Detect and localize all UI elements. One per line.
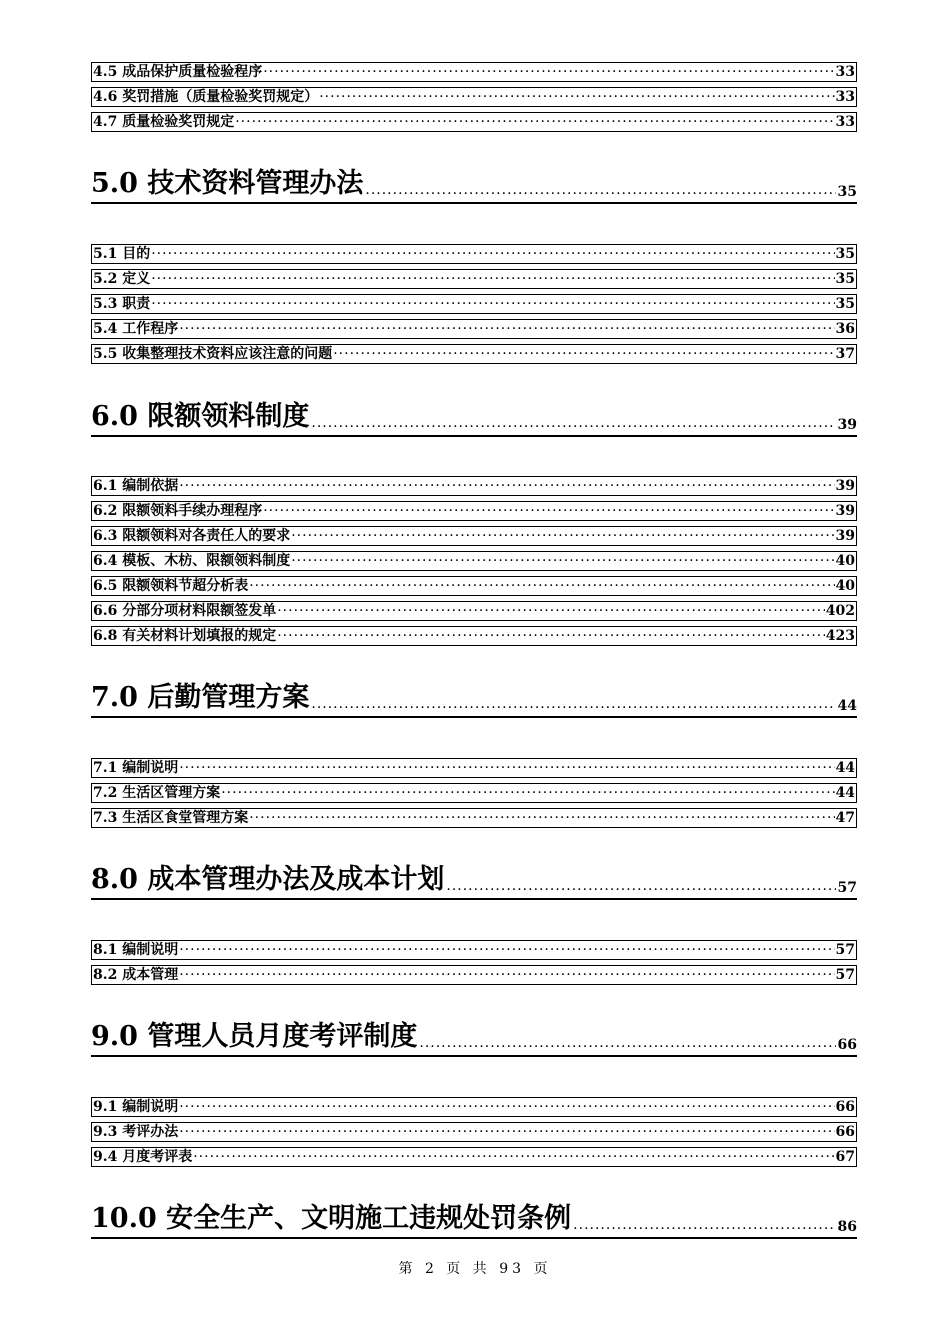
toc-entry-page: 423 — [825, 628, 855, 644]
section-page: 57 — [837, 880, 857, 896]
toc-entry[interactable] — [91, 783, 857, 803]
leader-dots — [446, 878, 835, 898]
leader-dots — [419, 1035, 835, 1055]
section-title: 10.0 安全生产、文明施工违规处罚条例 — [91, 1203, 572, 1234]
toc-entry-label: 5.4 工作程序 — [93, 321, 179, 337]
toc-entry-page: 57 — [835, 942, 855, 958]
toc-entry-label: 7.1 编制说明 — [93, 760, 179, 776]
toc-entry-page: 35 — [835, 246, 855, 262]
toc-entry-label: 8.2 成本管理 — [93, 967, 179, 983]
toc-section-heading[interactable] — [91, 858, 857, 900]
leader-dots — [365, 182, 835, 202]
toc-entry[interactable] — [91, 244, 857, 264]
toc-entry[interactable] — [91, 344, 857, 364]
toc-entry-page: 39 — [835, 478, 855, 494]
toc-section-heading[interactable] — [91, 1015, 857, 1057]
section-page: 66 — [837, 1037, 857, 1053]
section-page: 35 — [837, 184, 857, 200]
leader-dots — [179, 477, 834, 495]
leader-dots — [193, 1148, 834, 1166]
toc-entry-page: 40 — [835, 578, 855, 594]
toc-entry-page: 44 — [835, 785, 855, 801]
section-title: 7.0 后勤管理方案 — [91, 682, 310, 713]
toc-entry[interactable] — [91, 758, 857, 778]
section-page: 86 — [837, 1219, 857, 1235]
leader-dots — [179, 941, 834, 959]
section-title: 8.0 成本管理办法及成本计划 — [91, 864, 445, 895]
leader-dots — [311, 415, 835, 435]
leader-dots — [291, 527, 834, 545]
leader-dots — [277, 627, 825, 645]
toc-entry[interactable] — [91, 626, 857, 646]
toc-entry[interactable] — [91, 269, 857, 289]
toc-entry-label: 6.2 限额领料手续办理程序 — [93, 503, 263, 519]
toc-entry-label: 5.1 目的 — [93, 246, 151, 262]
toc-entry-page: 33 — [835, 89, 855, 105]
leader-dots — [277, 602, 825, 620]
toc-entry-label: 4.7 质量检验奖罚规定 — [93, 114, 235, 130]
toc-entry-page: 35 — [835, 271, 855, 287]
toc-entry-label: 5.3 职责 — [93, 296, 151, 312]
leader-dots — [249, 577, 834, 595]
toc-entry[interactable] — [91, 501, 857, 521]
toc-entry-label: 5.5 收集整理技术资料应该注意的问题 — [93, 346, 333, 362]
leader-dots — [179, 1123, 834, 1141]
toc-section-heading[interactable] — [91, 162, 857, 204]
leader-dots — [573, 1217, 835, 1237]
leader-dots — [179, 1098, 834, 1116]
toc-entry[interactable] — [91, 965, 857, 985]
toc-entry-page: 40 — [835, 553, 855, 569]
section-title: 9.0 管理人员月度考评制度 — [91, 1021, 418, 1052]
toc-entry-label: 6.3 限额领料对各责任人的要求 — [93, 528, 291, 544]
leader-dots — [151, 295, 834, 313]
leader-dots — [319, 88, 834, 106]
toc-entry-page: 47 — [835, 810, 855, 826]
toc-entry-page: 66 — [835, 1124, 855, 1140]
toc-entry[interactable] — [91, 319, 857, 339]
toc-entry-label: 4.5 成品保护质量检验程序 — [93, 64, 263, 80]
leader-dots — [263, 63, 834, 81]
leader-dots — [179, 320, 834, 338]
section-page: 39 — [837, 417, 857, 433]
toc-entry-page: 37 — [835, 346, 855, 362]
leader-dots — [221, 784, 834, 802]
toc-entry[interactable] — [91, 476, 857, 496]
toc-entry-page: 33 — [835, 114, 855, 130]
toc-entry[interactable] — [91, 1097, 857, 1117]
toc-entry-page: 402 — [825, 603, 855, 619]
leader-dots — [291, 552, 834, 570]
toc-entry[interactable] — [91, 87, 857, 107]
section-title: 5.0 技术资料管理办法 — [91, 168, 364, 199]
toc-section-heading[interactable] — [91, 1197, 857, 1239]
toc-entry-label: 6.5 限额领料节超分析表 — [93, 578, 249, 594]
toc-entry[interactable] — [91, 1122, 857, 1142]
leader-dots — [235, 113, 834, 131]
toc-entry-label: 7.2 生活区管理方案 — [93, 785, 221, 801]
toc-entry[interactable] — [91, 1147, 857, 1167]
toc-entry-page: 66 — [835, 1099, 855, 1115]
toc-entry-page: 33 — [835, 64, 855, 80]
section-title: 6.0 限额领料制度 — [91, 401, 310, 432]
leader-dots — [333, 345, 834, 363]
toc-entry[interactable] — [91, 940, 857, 960]
toc-entry-label: 5.2 定义 — [93, 271, 151, 287]
toc-entry-page: 35 — [835, 296, 855, 312]
toc-entry-page: 39 — [835, 503, 855, 519]
leader-dots — [151, 245, 834, 263]
leader-dots — [151, 270, 834, 288]
leader-dots — [179, 966, 834, 984]
toc-entry-label: 6.4 模板、木枋、限额领料制度 — [93, 553, 291, 569]
toc-entry-page: 57 — [835, 967, 855, 983]
toc-entry[interactable] — [91, 112, 857, 132]
toc-entry-page: 44 — [835, 760, 855, 776]
toc-entry-page: 67 — [835, 1149, 855, 1165]
toc-entry[interactable] — [91, 526, 857, 546]
toc-entry-page: 36 — [835, 321, 855, 337]
toc-entry-label: 7.3 生活区食堂管理方案 — [93, 810, 249, 826]
toc-entry[interactable] — [91, 62, 857, 82]
toc-entry-label: 9.4 月度考评表 — [93, 1149, 193, 1165]
toc-entry[interactable] — [91, 601, 857, 621]
toc-entry-label: 8.1 编制说明 — [93, 942, 179, 958]
leader-dots — [249, 809, 834, 827]
toc-entry-label: 9.3 考评办法 — [93, 1124, 179, 1140]
toc-entry[interactable] — [91, 294, 857, 314]
leader-dots — [179, 759, 834, 777]
toc-section-heading[interactable] — [91, 676, 857, 718]
section-page: 44 — [837, 698, 857, 714]
toc-entry-label: 6.6 分部分项材料限额签发单 — [93, 603, 277, 619]
toc-entry-page: 39 — [835, 528, 855, 544]
toc-entry-label: 6.8 有关材料计划填报的规定 — [93, 628, 277, 644]
page-footer: 第 2 页 共 93 页 — [398, 1261, 552, 1277]
toc-entry[interactable] — [91, 808, 857, 828]
toc-entry-label: 9.1 编制说明 — [93, 1099, 179, 1115]
leader-dots — [263, 502, 834, 520]
leader-dots — [311, 696, 835, 716]
toc-entry-label: 6.1 编制依据 — [93, 478, 179, 494]
toc-entry[interactable] — [91, 576, 857, 596]
toc-section-heading[interactable] — [91, 395, 857, 437]
toc-entry-label: 4.6 奖罚措施（质量检验奖罚规定） — [93, 89, 319, 105]
toc-entry[interactable] — [91, 551, 857, 571]
